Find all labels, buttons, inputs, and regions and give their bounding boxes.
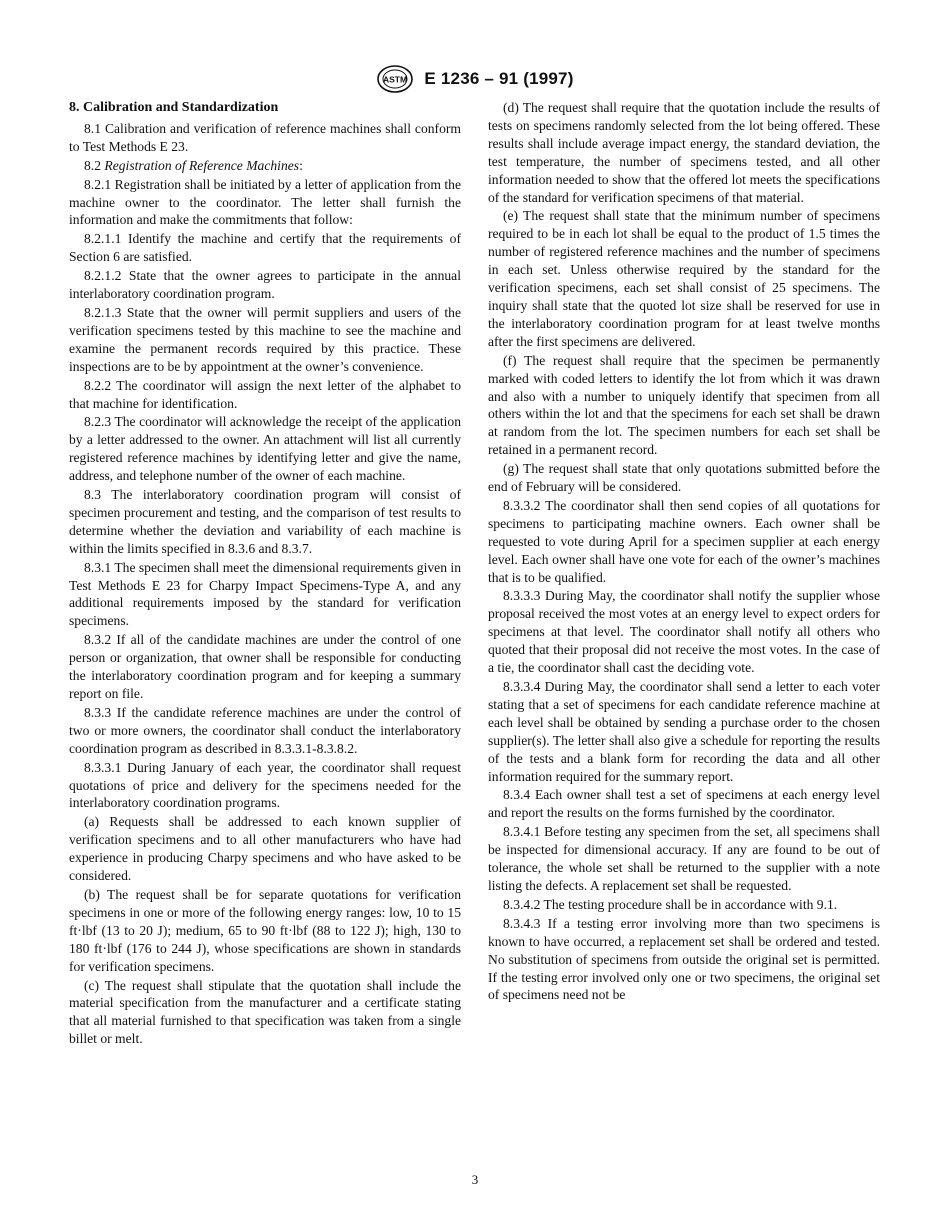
paragraph: 8.2.1.1 Identify the machine and certify that the requirements of Section 6 are satisfied. (69, 231, 461, 265)
paragraph: 8.3.1 The specimen shall meet the dimensional requirements given in Test Methods E 23 for Charpy Impact Specimens-Type A, and any additional requirements imposed by the standard for verification specimens. (69, 559, 461, 629)
paragraph: 8.3.2 If all of the candidate machines are under the control of one person or organization, that owner shall be responsible for conducting the interlaboratory coordination program and for keeping a summary report on file. (69, 632, 461, 701)
logo-text: ASTM (383, 74, 408, 85)
paragraph: 8.3.3.1 During January of each year, the coordinator shall request quotations of price and delivery for the specimens needed for the interlaboratory coordination programs. (69, 759, 461, 811)
astm-logo-icon (376, 64, 414, 94)
list-item: (b) The request shall be for separate quotations for verification specimens in one or more of the following energy ranges: low, 10 to 15 ft·lbf (13 to 20 J); medium, 65 to 90 ft·lbf (88 to 122 J); high, 130 to 180 ft·lbf (176 to 244 J), whose specifications are shown in standards for verification specimens. (69, 886, 461, 974)
paragraph: 8.3.3 If the candidate reference machines are under the control of two or more owners, the coordinator shall conduct the interlaboratory coordination program as described in 8.3.3.1-8.3.8.2. (69, 704, 461, 756)
right-column (488, 99, 880, 1005)
paragraph: 8.3.4.2 The testing procedure shall be in accordance with 9.1. (503, 896, 838, 912)
paragraph: 8.3.3.3 During May, the coordinator shall notify the supplier whose proposal received the most votes at an energy level to expect orders for specimens at that level. The coordinator shall notify all others who quoted that their proposal did not receive the most votes. In the case of a tie, the coordinator shall cast the deciding vote. (488, 588, 880, 676)
paragraph: 8.3.4 Each owner shall test a set of specimens at each energy level and report the results on the forms furnished by the coordinator. (488, 787, 880, 821)
paragraph: 8.3 The interlaboratory coordination program will consist of specimen procurement and testing, and the comparison of test results to determine whether the deviation and variability of each machine is within the limits specified in 8.3.6 and 8.3.7. (69, 487, 461, 556)
paragraph: 8.2.1.2 State that the owner agrees to participate in the annual interlaboratory coordination program. (69, 268, 461, 302)
paragraph: 8.3.4.1 Before testing any specimen from the set, all specimens shall be inspected for dimensional accuracy. If any are found to be out of tolerance, the whole set shall be returned to the supplier with a note listing the defects. A replacement set shall be requested. (488, 824, 880, 893)
paragraph: 8.3.3.2 The coordinator shall then send copies of all quotations for specimens to participating machine owners. Each owner shall be requested to vote during April for a specimen supplier at each energy level. Each owner shall have one vote for each of the owner’s machines that is to be qualified. (488, 497, 880, 585)
left-column (69, 99, 461, 1049)
paragraph: 8.3.4.3 If a testing error involving more than two specimens is known to have occurred, a replacement set shall be ordered and tested. No substitution of specimens from outside the original set is permitted. If the testing error involved only one or two specimens, the original set of specimens need not be (488, 915, 880, 1003)
paragraph: 8.2.3 The coordinator will acknowledge the receipt of the application by a letter addressed to the owner. An attachment will list all currently registered reference machines by identifying letter and give the name, address, and telephone number of the owner of each machine. (69, 414, 461, 484)
page-header (0, 64, 950, 94)
list-item: (c) The request shall stipulate that the quotation shall include the material specification from the manufacturer and a certificate stating that all material furnished to that specification was taken from a single billet or melt. (69, 977, 461, 1047)
colon: : (299, 157, 303, 173)
section-heading: 8. Calibration and Standardization (69, 100, 279, 115)
list-item: (g) The request shall state that only quotations submitted before the end of February will be considered. (488, 461, 880, 495)
paragraph: 8.1 Calibration and verification of reference machines shall conform to Test Methods E 23. (69, 120, 461, 154)
list-item: (d) The request shall require that the quotation include the results of tests on specimens randomly selected from the lot being offered. These results shall include average impact energy, the standard deviation, the test temperature, the number of specimens tested, and all other information needed to show that the offered lot meets the specifications of the standard for verification specimens of that material. (488, 100, 880, 205)
paragraph: 8.3.3.4 During May, the coordinator shall send a letter to each voter stating that a set of specimens for each candidate reference machine at each level shall be obtained by sending a purchase order to the chosen supplier(s). The letter shall also give a schedule for reporting the results of the tests and a blank form for recording the data and all other information required for the summary report. (488, 679, 880, 784)
list-item: (f) The request shall require that the specimen be permanently marked with coded letters to identify the lot from which it was drawn and also with a number to uniquely identify that specimen from all others within the lot and that the specimens for each set shall be drawn at random from the lot. The specimen numbers for each set shall be retained in a permanent record. (488, 352, 880, 458)
subsection-number: 8.2 (84, 157, 101, 173)
document-designation: E 1236 – 91 (1997) (424, 69, 574, 88)
subsection-title: Registration of Reference Machines (104, 157, 300, 173)
list-item: (e) The request shall state that the minimum number of specimens required to be in each lot shall be equal to the product of 1.5 times the number of registered reference machines and the number of specimens in each set. Unless otherwise required by the standard for the verification specimens, each set shall consist of 25 specimens. The inquiry shall state that the quoted lot size shall be reserved for use in the interlaboratory coordination program for at least twelve months after the first specimens are delivered. (488, 208, 880, 349)
paragraph: 8.2.2 The coordinator will assign the next letter of the alphabet to that machine for identification. (69, 377, 461, 411)
page-number: 3 (471, 1172, 479, 1187)
list-item: (a) Requests shall be addressed to each known supplier of verification specimens and to all other manufacturers who have had experience in producing Charpy specimens and who have asked to be considered. (69, 814, 461, 884)
paragraph: 8.2.1 Registration shall be initiated by a letter of application from the machine owner to the coordinator. The letter shall furnish the information and make the commitments that follow: (69, 176, 461, 228)
subsection-heading (69, 157, 461, 175)
paragraph: 8.2.1.3 State that the owner will permit suppliers and users of the verification specimens tested by this machine to see the machine and examine the permanent records required by this practice. These inspections are to be by appointment at the owner’s convenience. (69, 304, 461, 374)
